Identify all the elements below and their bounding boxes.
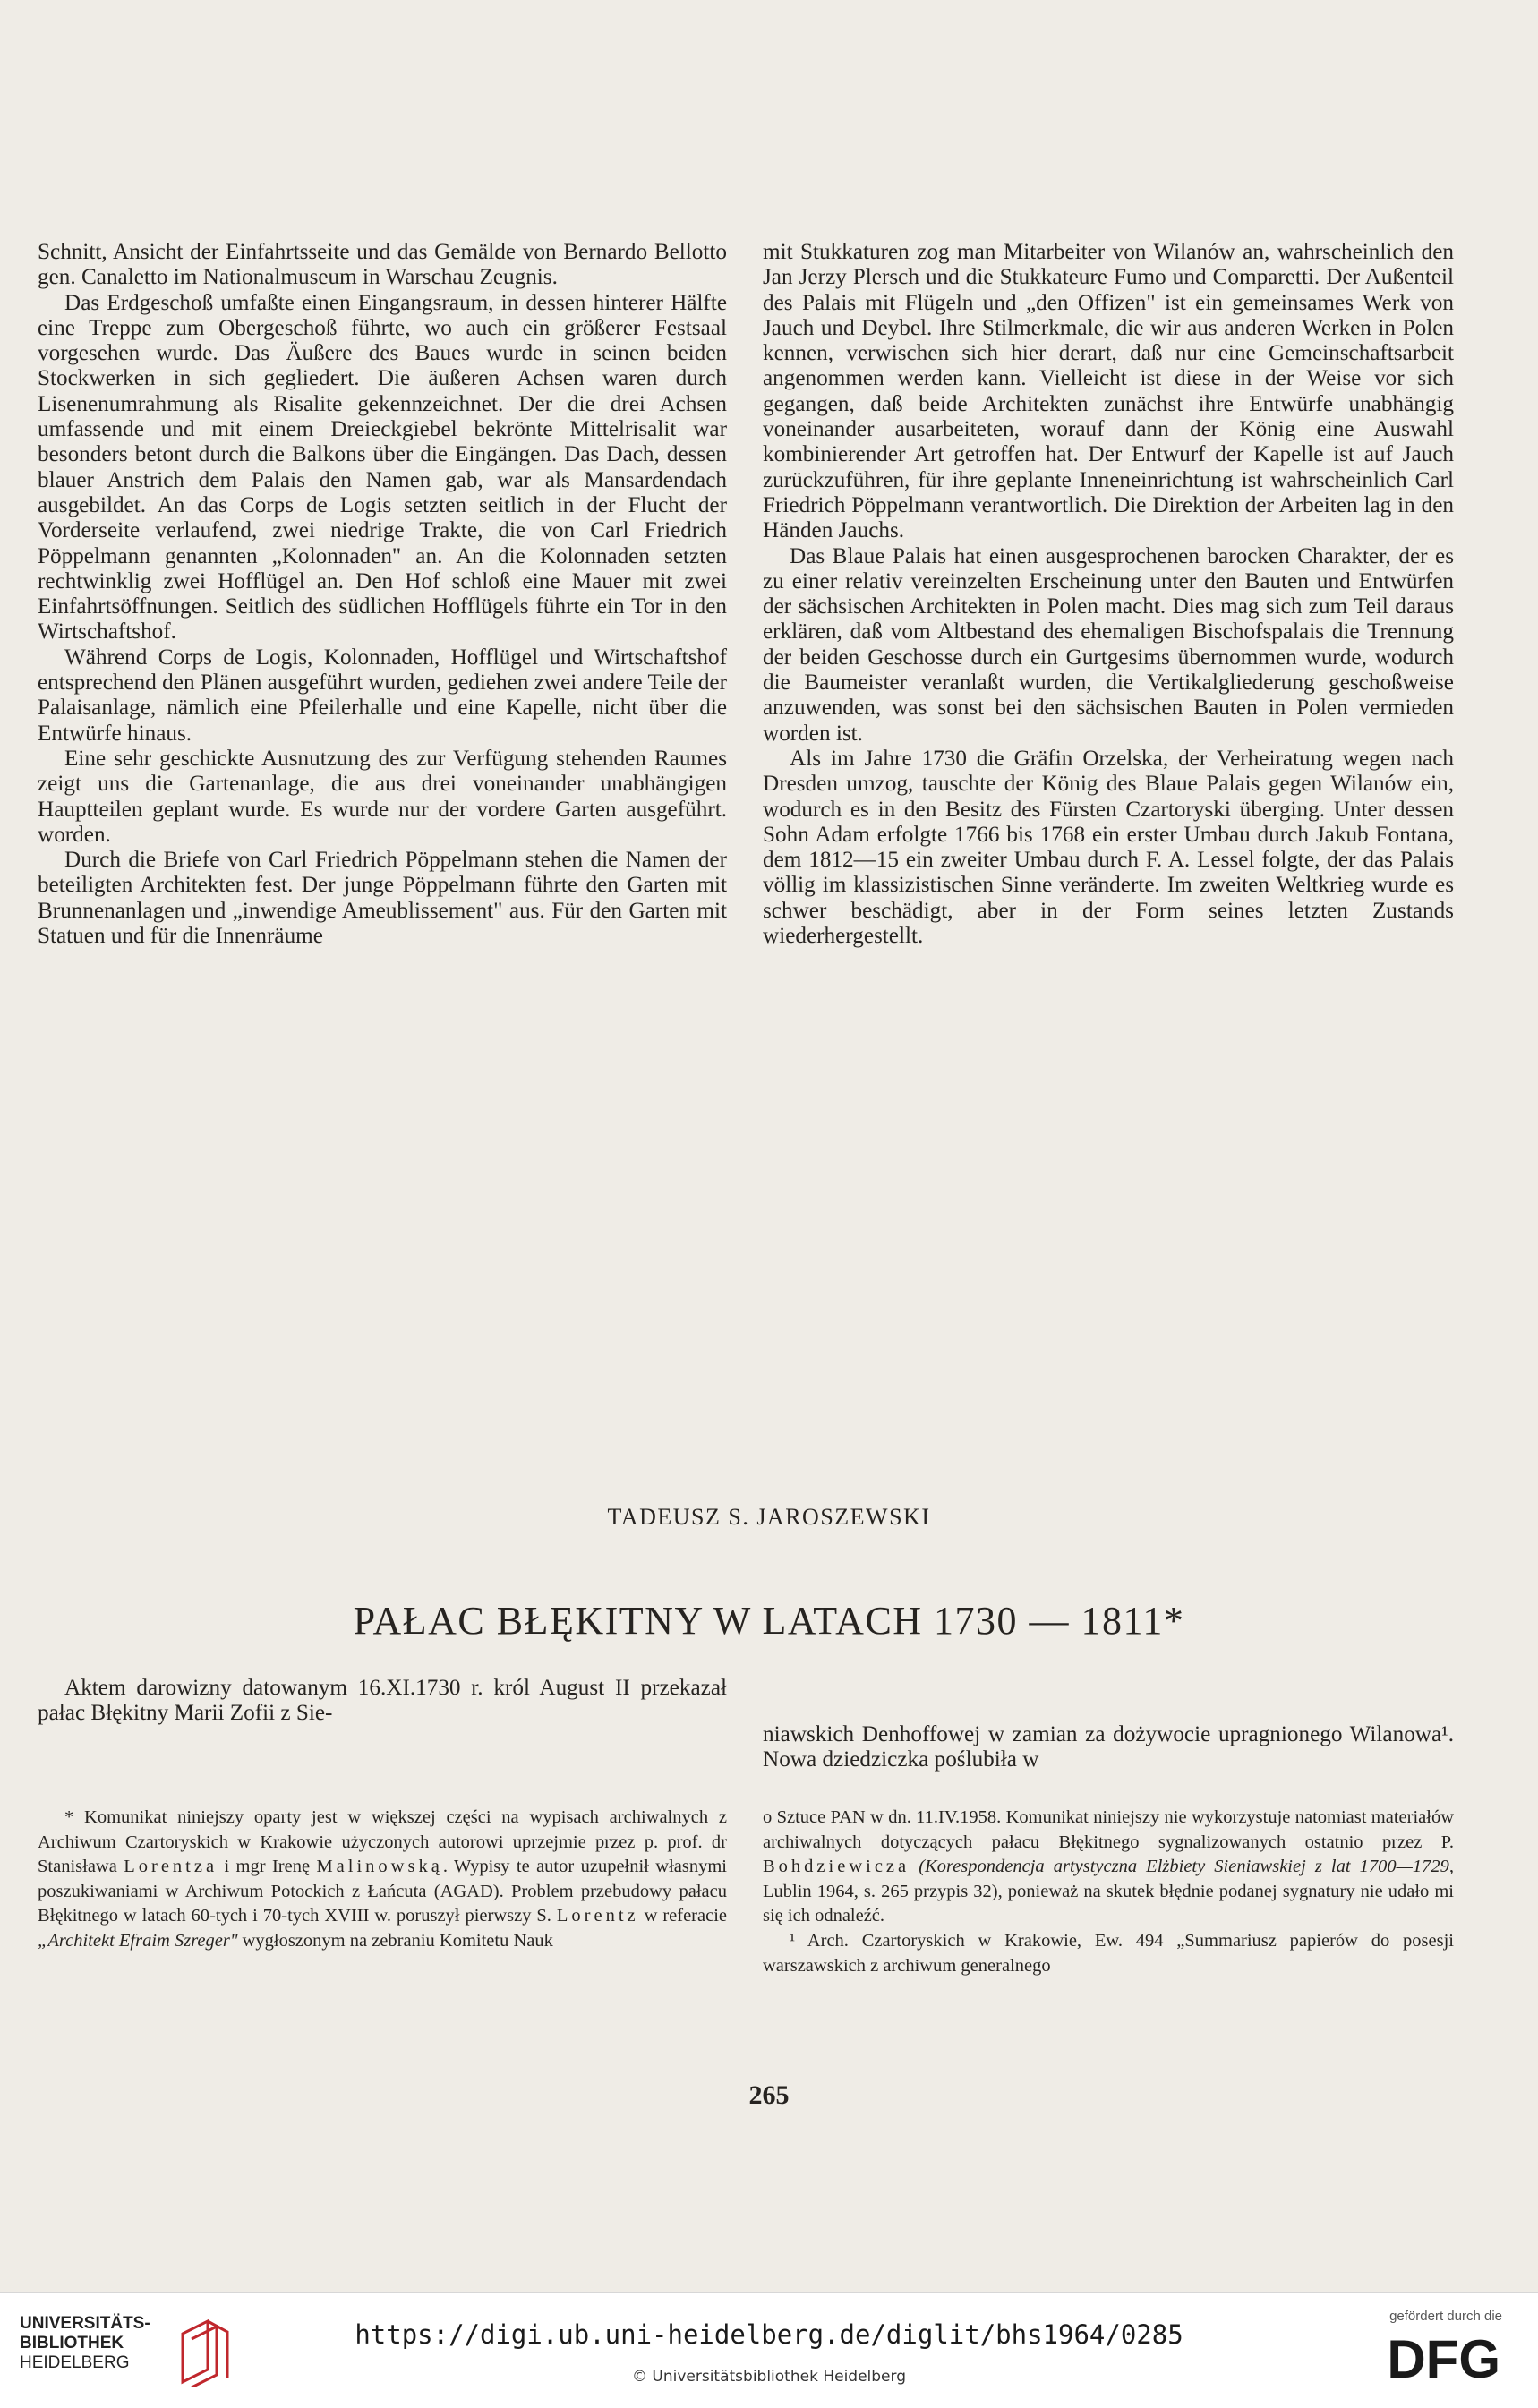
footnotes-right xyxy=(763,1806,1454,1978)
paragraph: Durch die Briefe von Carl Friedrich Pöppelmann stehen die Namen der beteiligten Architekten fest. Der junge Pöppelmann führte den Garten mit Brunnenanlagen und „inwendige Ameublissement" aus. Für den Garten mit Statuen und für die Innenräume xyxy=(38,848,727,949)
document-url-link[interactable]: https://digi.ub.uni-heidelberg.de/diglit/bhs1964/0285 xyxy=(355,2319,1183,2350)
library-name-line: UNIVERSITÄTS- xyxy=(20,2314,150,2333)
footnote-text: w referacie xyxy=(638,1906,727,1926)
footnote-text: . Wypisy te autor uzupełnił własnymi poszukiwaniami w Archiwum Potockich z Łańcuta (AGAD). Problem przebudowy pałacu Błękitnego w latach 60-tych i 70-tych XVIII w. poruszył pierwszy S. xyxy=(38,1857,727,1926)
dfg-logo-text: DFG xyxy=(1387,2329,1500,2385)
dfg-funding-note: gefördert durch die xyxy=(1389,2309,1502,2324)
footnotes-left xyxy=(38,1806,727,1954)
paragraph: Aktem darowizny datowanym 16.XI.1730 r. król August II przekazał pałac Błękitny Marii Zofii z Sie- xyxy=(38,1676,727,1726)
footnote-text: * Komunikat niniejszy oparty jest w większej części na wypisach archiwalnych z Archiwum Czartoryskich w Krakowie użyczonych autorowi uprzejmie przez p. prof. dr Stanisława xyxy=(38,1807,727,1877)
upper-right-column xyxy=(763,240,1454,949)
person-name: Lorentz xyxy=(556,1906,639,1926)
paragraph: niawskich Denhoffowej w zamian za dożywocie upragnionego Wilanowa¹. Nowa dziedziczka poślubiła w xyxy=(763,1722,1454,1772)
page-number: 265 xyxy=(748,2080,790,2110)
person-name: Malinowską xyxy=(316,1857,443,1877)
dfg-block[interactable] xyxy=(1359,2309,1502,2398)
dfg-logo-icon xyxy=(1368,2329,1502,2385)
person-name: Bohdziewicza xyxy=(763,1857,910,1877)
footnote-1: ¹ Arch. Czartoryskich w Krakowie, Ew. 494 „Summariusz papierów do posesji warszawskich z archiwum generalnego xyxy=(763,1930,1454,1976)
person-name: Lorentza xyxy=(124,1857,218,1877)
footnote-text: o Sztuce PAN w dn. 11.IV.1958. Komunikat niniejszy nie wykorzystuje natomiast materiałów archiwalnych dotyczących pałacu Błękitnego sygnalizowanych ostatnio przez P. xyxy=(763,1807,1454,1852)
work-title: „Architekt Efraim Szreger" xyxy=(38,1930,238,1951)
work-title: (Korespondencja artystyczna Elżbiety Sieniawskiej z lat 1700—1729, xyxy=(910,1857,1454,1877)
paragraph: mit Stukkaturen zog man Mitarbeiter von Wilanów an, wahrscheinlich den Jan Jerzy Plersch und die Stukkateure Fumo und Comparetti. Der Außenteil des Palais mit Flügeln und „den Offizen" ist ein gemeinsames Werk von Jauch und Deybel. Ihre Stilmerkmale, die wir aus anderen Werken in Polen kennen, verwischen sich hier derart, daß nur eine Gemeinschaftsarbeit angenommen werden kann. Vielleicht ist diese in der Weise vor sich gegangen, daß beide Architekten zunächst ihre Entwürfe unabhängig voneinander ausarbeiteten, worauf dann der König eine Auswahl kombinierender Art getroffen hat. Der Entwurf der Kapelle ist auf Jauch zurückzuführen, für ihre geplante Inneneinrichtung ist wahrscheinlich Carl Friedrich Pöppelmann verantwortlich. Die Direktion der Arbeiten lag in den Händen Jauchs. xyxy=(763,240,1454,543)
footnote-text: wygłoszonym na zebraniu Komitetu Nauk xyxy=(237,1930,553,1951)
paragraph: Als im Jahre 1730 die Gräfin Orzelska, der Verheiratung wegen nach Dresden umzog, tauschte der König des Blaue Palais gegen Wilanów ein, wodurch es in den Besitz des Fürsten Czartoryski überging. Unter dessen Sohn Adam erfolgte 1766 bis 1768 ein erster Umbau durch Jakub Fontana, dem 1812—15 ein zweiter Umbau durch F. A. Lessel folgte, der das Palais völlig im klassizistischen Sinne veränderte. Im zweiten Weltkrieg wurde es schwer beschädigt, aber in der Form seines letzten Zustands wiederhergestellt. xyxy=(763,746,1454,949)
paragraph: Während Corps de Logis, Kolonnaden, Hofflügel und Wirtschaftshof entsprechend den Plänen ausgeführt wurden, gediehen zwei andere Teile der Palaisanlage, nämlich eine Pfeilerhalle und eine Kapelle, nicht über die Entwürfe hinaus. xyxy=(38,645,727,746)
library-name-line: HEIDELBERG xyxy=(20,2353,130,2372)
upper-left-column xyxy=(38,240,727,949)
library-name-line: BIBLIOTHEK xyxy=(20,2334,124,2352)
article-left-column xyxy=(38,1676,727,1727)
paragraph: Schnitt, Ansicht der Einfahrtsseite und das Gemälde von Bernardo Bellotto gen. Canaletto im Nationalmuseum in Warschau Zeugnis. xyxy=(38,240,727,290)
copyright-notice: © Universitätsbibliothek Heidelberg xyxy=(631,2368,906,2386)
article-right-column xyxy=(763,1722,1454,1773)
footnote-continued xyxy=(763,1806,1454,1929)
article-title: PAŁAC BŁĘKITNY W LATACH 1730 — 1811* xyxy=(353,1599,1185,1643)
footnote-text: Lublin 1964, s. 265 przypis 32), ponieważ na skutek błędnie podanej sygnatury nie udało mi się ich odnaleźć. xyxy=(763,1881,1454,1926)
paragraph: Das Blaue Palais hat einen ausgesprochenen barocken Charakter, der es zu einer relativ vereinzelten Erscheinung unter den Bauten und Entwürfen der sächsischen Architekten in Polen macht. Dies mag sich zum Teil daraus erklären, daß vom Altbestand des ehemaligen Bischofspalais die Trennung der beiden Geschosse durch ein Gurtgesims übernommen wurde, wodurch die Baumeister veranlaßt wurden, die Vertikalgliederung geschoßweise anzuwenden, was sonst bei den sächsischen Bauten in Polen vermieden worden ist. xyxy=(763,543,1454,746)
footnote-text: i mgr Irenę xyxy=(218,1857,317,1877)
paragraph: Eine sehr geschickte Ausnutzung des zur Verfügung stehenden Raumes zeigt uns die Gartenanlage, die aus drei voneinander unabhängigen Hauptteilen geplant wurde. Es wurde nur der vordere Garten ausgeführt. worden. xyxy=(38,746,727,847)
footnote-star xyxy=(38,1806,727,1954)
footer-bar xyxy=(0,2292,1538,2408)
paragraph: Das Erdgeschoß umfaßte einen Eingangsraum, in dessen hinterer Hälfte eine Treppe zum Obergeschoß führte, wo auch ein größerer Festsaal vorgesehen wurde. Das Äußere des Baues wurde in seinen beiden Stockwerken in sich gegliedert. Die äußeren Achsen waren durch Lisenenumrahmung als Risalite gekennzeichnet. Der die drei Achsen umfassende und mit einem Dreieckgiebel bekrönte Mittelrisalit war besonders betont durch die Balkons über die Eingängen. Das Dach, dessen blauer Anstrich dem Palais den Namen gab, war als Mansardendach ausgebildet. An das Corps de Logis setzten seitlich in der Flucht der Vorderseite verlaufend, zwei niedrige Trakte, die von Carl Friedrich Pöppelmann genannten „Kolonnaden" an. An die Kolonnaden setzten rechtwinklig zwei Hofflügel an. Den Hof schloß eine Mauer mit zwei Einfahrtsöffnungen. Seitlich des südlichen Hofflügels führte ein Tor in den Wirtschaftshof. xyxy=(38,290,727,645)
article-author: TADEUSZ S. JAROSZEWSKI xyxy=(607,1504,931,1530)
